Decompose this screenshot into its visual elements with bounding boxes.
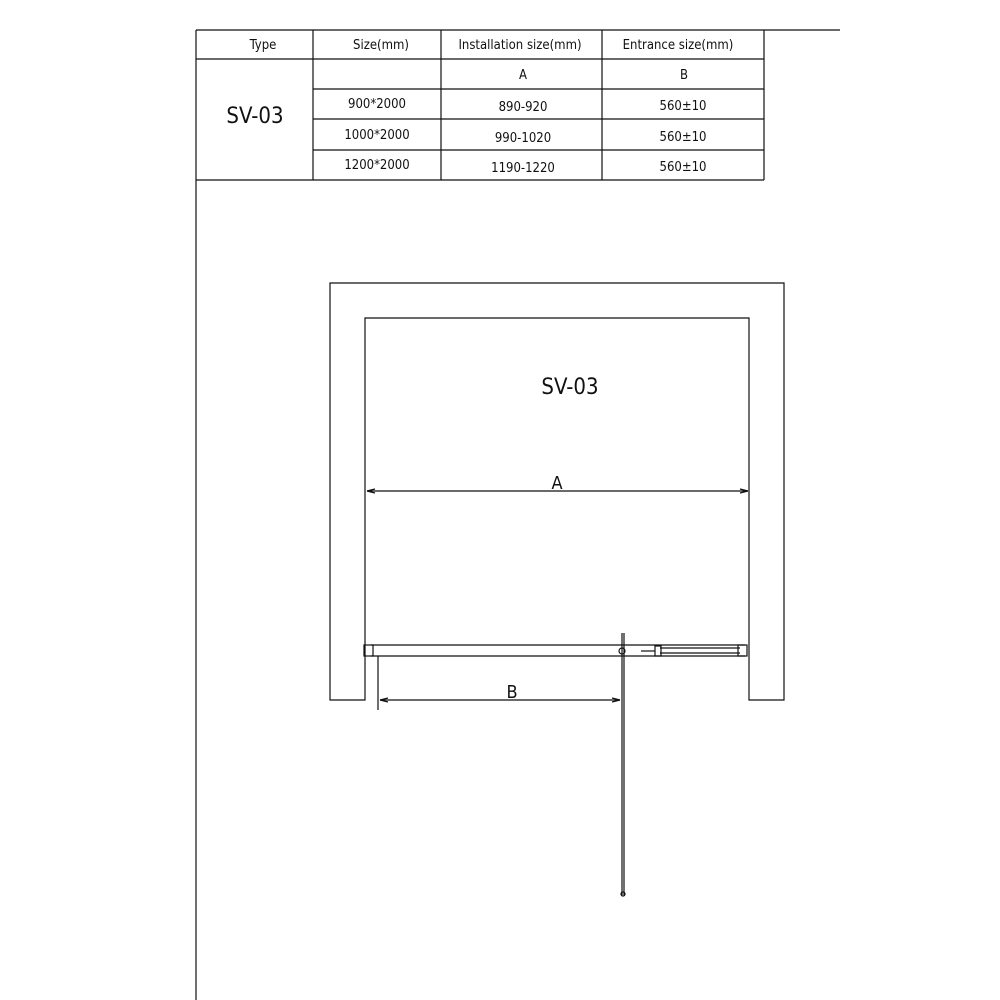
row-entrance: 560±10 (659, 160, 707, 175)
row-size: 1200*2000 (344, 158, 410, 173)
sliding-rail (364, 645, 747, 656)
row-installation: 990-1020 (494, 131, 552, 146)
dimension-a-label: A (551, 473, 563, 494)
header-installation-size: Installation size(mm) (458, 38, 582, 53)
row-installation: 1190-1220 (491, 161, 555, 176)
wall-bracket-right (738, 645, 747, 656)
header-size: Size(mm) (353, 38, 409, 53)
dimension-b (378, 656, 620, 710)
door-end (621, 892, 625, 896)
row-size: 1000*2000 (344, 128, 410, 143)
dimension-a (367, 473, 748, 494)
subheader-a: A (519, 68, 527, 83)
row-size: 900*2000 (348, 97, 406, 112)
subheader-b: B (679, 68, 689, 83)
row-installation: 890-920 (498, 100, 548, 115)
row-entrance: 560±10 (659, 130, 707, 145)
header-entrance-size: Entrance size(mm) (622, 38, 734, 53)
size-table (196, 30, 840, 1000)
model-label: SV-03 (541, 375, 599, 400)
dimension-b-label: B (506, 682, 518, 703)
shower-plan-drawing (330, 283, 784, 896)
header-type: Type (249, 38, 277, 53)
door-panel (621, 633, 625, 896)
type-value: SV-03 (226, 104, 284, 129)
row-entrance: 560±10 (659, 99, 707, 114)
